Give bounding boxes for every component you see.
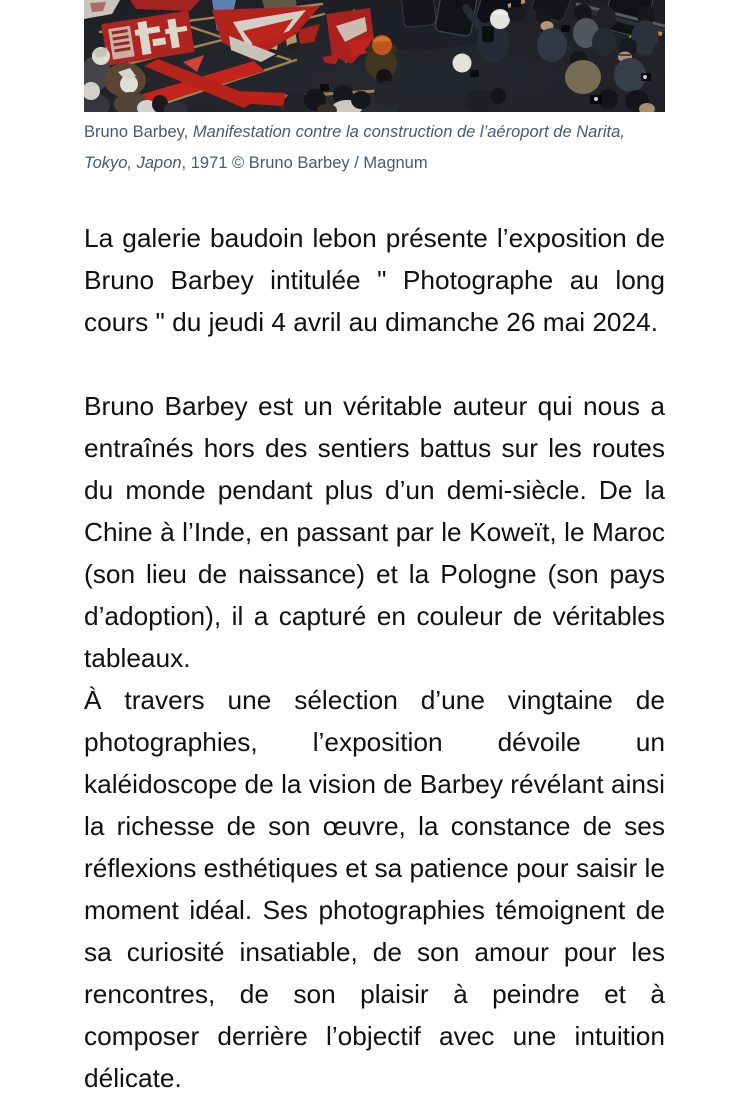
paragraph-exhibition-description: À travers une sélection d’une vingtaine de photographies, l’exposition dévoile un kaléidoscope de la vision de Barbey révélant ainsi la richesse de son œuvre, la constance de ses réflexions esthétiques et sa patience pour saisir le moment idéal. Ses photographies témoignent de sa curiosité insatiable, de son amour pour les rencontres, de son plaisir à peindre et à composer derrière l’objectif avec une intuition délicate.	[84, 685, 665, 1093]
article-page	[84, 0, 665, 1099]
exhibition-photo	[84, 0, 665, 112]
paragraph-exhibition-intro: La galerie baudoin lebon présente l’exposition de Bruno Barbey intitulée " Photographe au long cours " du jeudi 4 avril au dimanche 26 mai 2024.	[84, 223, 665, 337]
photo-caption	[84, 117, 665, 179]
caption-artwork-title: Manifestation contre la construction de l’aéroport de Narita, Tokyo, Japon	[84, 123, 625, 172]
paragraph-artist-bio: Bruno Barbey est un véritable auteur qui nous a entraînés hors des sentiers battus sur les routes du monde pendant plus d’un demi-siècle. De la Chine à l’Inde, en passant par le Koweït, le Maroc (son lieu de naissance) et la Pologne (son pays d’adoption), il a capturé en couleur de véritables tableaux.	[84, 391, 665, 673]
article-body	[84, 217, 665, 1099]
caption-artist: Bruno Barbey,	[84, 123, 193, 141]
caption-credit: , 1971 © Bruno Barbey / Magnum	[181, 154, 428, 172]
